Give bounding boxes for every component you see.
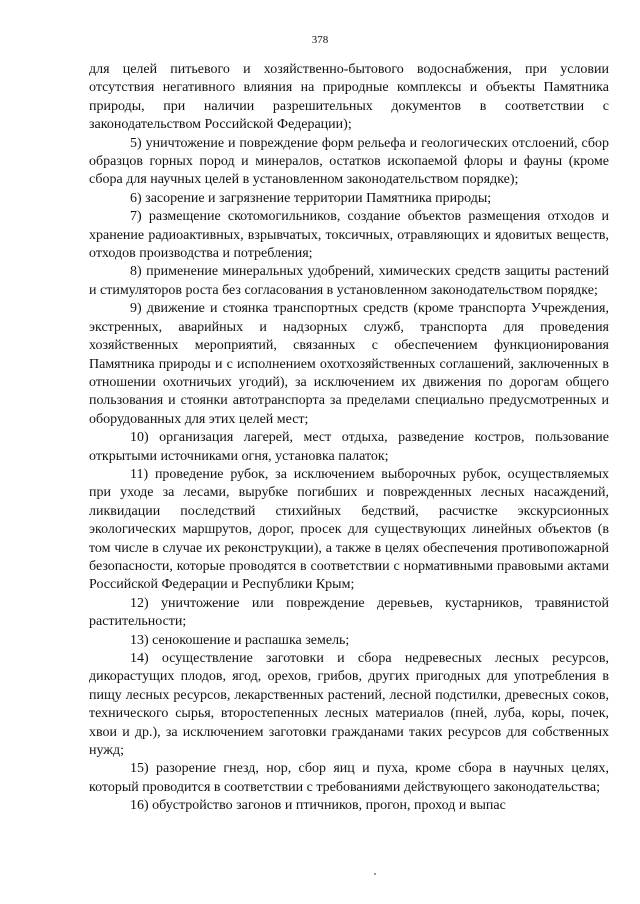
list-item-6: 6) засорение и загрязнение территории Памятника природы;: [130, 190, 492, 206]
list-item-7: 7) размещение скотомогильников, создание объектов размещения отходов и хранение радиоактивных, взрывчатых, токсичных, отравляющих и ядовитых веществ, отходов производства и потребления;: [89, 209, 609, 262]
document-body: [89, 61, 609, 816]
list-item-10: 10) организация лагерей, мест отдыха, разведение костров, пользование открытыми источниками огня, установка палаток;: [89, 430, 609, 464]
page-number: 378: [311, 34, 329, 46]
list-item-9: 9) движение и стоянка транспортных средств (кроме транспорта Учреждения, экстренных, аварийных и надзорных служб, транспорта для проведения хозяйственных мероприятий, связанных с обеспечением функционирования Памятника природы и с исполнением охотхозяйственных соглашений, заключенных в отношении охотничьих угодий), за исключением их движения по дорогам общего пользования и стоянки автотранспорта за пределами специально предусмотренных и оборудованных для этих целей мест;: [89, 301, 609, 427]
list-item-11: 11) проведение рубок, за исключением выборочных рубок, осуществляемых при уходе за лесами, вырубке погибших и поврежденных лесных насаждений, ликвидации последствий стихийных бедствий, расчистке экскурсионных экологических маршрутов, дорог, просек для существующих линейных объектов (в том числе в случае их реконструкции), а также в целях обеспечения противопожарной безопасности, которые проводятся в соответствии с нормативными правовыми актами Российской Федерации и Республики Крым;: [89, 466, 609, 593]
list-item-8: 8) применение минеральных удобрений, химических средств защиты растений и стимуляторов роста без согласования в установленном законодательством порядке;: [89, 264, 609, 298]
list-item-13: 13) сенокошение и распашка земель;: [130, 632, 350, 648]
list-item-16: 16) обустройство загонов и птичников, прогон, проход и выпас: [130, 798, 506, 814]
list-item-15: 15) разорение гнезд, нор, сбор яиц и пуха, кроме сбора в научных целях, который проводится в соответствии с требованиями действующего законодательства;: [89, 761, 609, 795]
scan-speck: [374, 873, 376, 875]
list-item-12: 12) уничтожение или повреждение деревьев, кустарников, травянистой растительности;: [89, 595, 609, 630]
list-item-14: 14) осуществление заготовки и сбора недревесных лесных ресурсов, дикорастущих плодов, ягод, орехов, грибов, других пригодных для употребления в пищу лесных ресурсов, лекарственных растений, лесной подстилки, древесных соков, технического сырья, второстепенных лесных материалов (пней, луба, коры, почек, хвои и др.), за исключением заготовки гражданами таких ресурсов для собственных нужд;: [89, 651, 609, 759]
list-item-5: 5) уничтожение и повреждение форм рельефа и геологических отслоений, сбор образцов горных пород и минералов, остатков ископаемой флоры и фауны (кроме сбора для научных целей в установленном законодательством порядке);: [89, 135, 609, 188]
paragraph-continuation: для целей питьевого и хозяйственно-бытового водоснабжения, при условии отсутствия негативного влияния на природные комплексы и объекты Памятника природы, при наличии разрешительных документов в соответствии с законодательством Российской Федерации);: [89, 62, 609, 133]
